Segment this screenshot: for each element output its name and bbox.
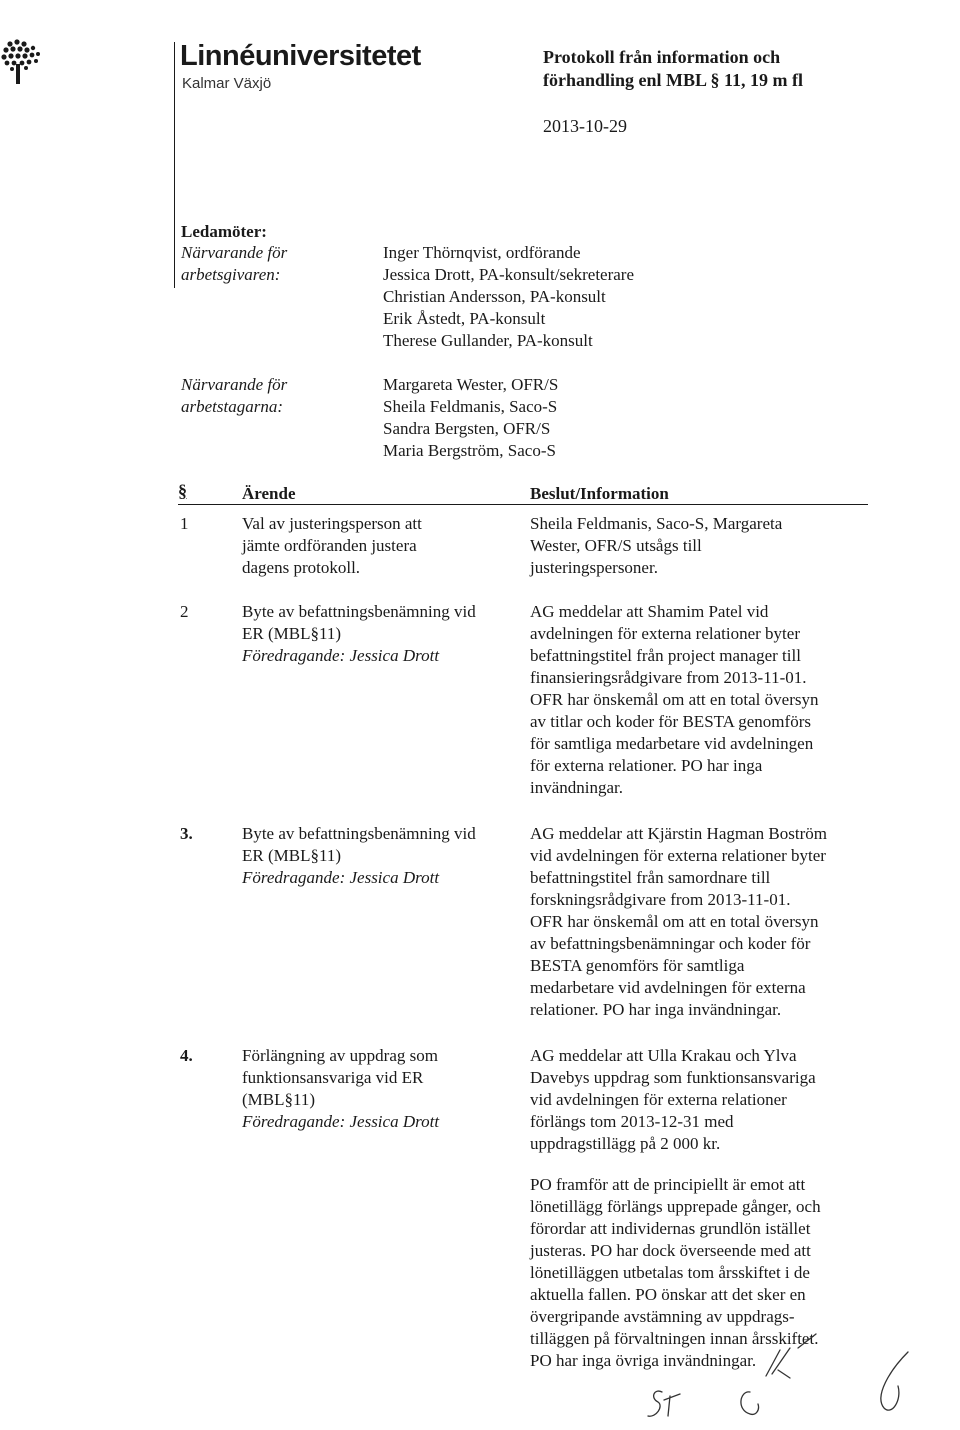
handwritten-initials-signature [640, 1330, 940, 1430]
section-symbol: § [178, 481, 187, 501]
decision-line: AG meddelar att Kjärstin Hagman Boström [530, 824, 827, 843]
decision-line: för samtliga medarbetare vid avdelningen [530, 734, 814, 753]
decision-line: vid avdelningen för externa relationer byter [530, 846, 826, 865]
matter-line: Förlängning av uppdrag som [242, 1046, 438, 1065]
decision-line: lönetillägg förlängs upprepade gånger, och [530, 1197, 821, 1216]
matter-line: ER (MBL§11) [242, 624, 342, 643]
decision-line: uppdragstillägg på 2 000 kr. [530, 1134, 721, 1153]
decision-line: tilläggen på förvaltningen innan årsskiftet. [530, 1329, 819, 1348]
decision-line: forskningsrådgivare from 2013-11-01. [530, 890, 791, 909]
employer-label [181, 242, 287, 286]
item-decision [530, 1045, 816, 1155]
decision-line: OFR har önskemål om att en total översyn [530, 912, 819, 931]
decision-line: lönetilläggen utbetalas tom årsskiftet i de [530, 1263, 810, 1282]
matter-line: jämte ordföranden justera [242, 536, 417, 555]
employee-label-line-1: Närvarande för [181, 375, 288, 394]
employee-label-line-2: arbetstagarna: [181, 397, 283, 416]
item-matter [242, 601, 476, 667]
item-matter [242, 823, 476, 889]
doc-title-line-2: förhandling enl MBL § 11, 19 m fl [543, 70, 804, 90]
university-logo-icon [0, 38, 46, 88]
employer-name: Jessica Drott, PA-konsult/sekreterare [383, 265, 635, 284]
employee-name: Sandra Bergsten, OFR/S [383, 419, 551, 438]
item-number: 1 [180, 514, 189, 533]
decision-line: justeringspersoner. [530, 558, 658, 577]
item-decision [530, 513, 782, 579]
decision-line: AG meddelar att Ulla Krakau och Ylva [530, 1046, 797, 1065]
doc-date: 2013-10-29 [543, 116, 627, 136]
decision-line: OFR har önskemål om att en total översyn [530, 690, 819, 709]
decision-line: Sheila Feldmanis, Saco-S, Margareta [530, 514, 783, 533]
doc-title-line-1: Protokoll från information och [543, 47, 781, 67]
decision-line: av titlar och koder för BESTA genomförs [530, 712, 811, 731]
item-matter [242, 513, 422, 579]
matter-line: Val av justeringsperson att [242, 514, 422, 533]
decision-line: relationer. PO har inga invändningar. [530, 1000, 782, 1019]
employer-label-line-2: arbetsgivaren: [181, 265, 281, 284]
employee-names [383, 374, 558, 462]
employer-name: Therese Gullander, PA-konsult [383, 331, 593, 350]
decision-line: finansieringsrådgivare from 2013-11-01. [530, 668, 807, 687]
decision-line: justeras. PO har dock överseende med att [530, 1241, 811, 1260]
item-decision [530, 823, 827, 1021]
column-header-decision: Beslut/Information [530, 484, 669, 503]
decision-line: BESTA genomförs för samtliga [530, 956, 745, 975]
matter-line: Byte av befattningsbenämning vid [242, 824, 476, 843]
employee-label [181, 374, 287, 418]
decision-line: övergripande avstämning av uppdrags- [530, 1307, 795, 1326]
decision-line: avdelningen för externa relationer byter [530, 624, 800, 643]
decision-line: befattningstitel från samordnare till [530, 868, 771, 887]
item-decision [530, 601, 818, 799]
decision-line: PO har inga övriga invändningar. [530, 1351, 757, 1370]
presenter: Föredragande: Jessica Drott [242, 646, 440, 665]
decision-line: för externa relationer. PO har inga [530, 756, 763, 775]
header-vertical-rule [174, 42, 175, 288]
employer-name: Inger Thörnqvist, ordförande [383, 243, 581, 262]
presenter: Föredragande: Jessica Drott [242, 868, 440, 887]
employer-name: Christian Andersson, PA-konsult [383, 287, 606, 306]
employer-label-line-1: Närvarande för [181, 243, 288, 262]
employer-names [383, 242, 634, 352]
decision-line: befattningstitel från project manager till [530, 646, 801, 665]
decision-line: medarbetare vid avdelningen för externa [530, 978, 806, 997]
item-number: 4. [180, 1046, 193, 1065]
matter-line: Byte av befattningsbenämning vid [242, 602, 476, 621]
decision-line: förordar att individernas grundlön istället [530, 1219, 811, 1238]
table-header-rule [178, 504, 868, 505]
decision-line: invändningar. [530, 778, 624, 797]
presenter: Föredragande: Jessica Drott [242, 1112, 440, 1131]
matter-line: (MBL§11) [242, 1090, 316, 1109]
decision-line: vid avdelningen för externa relationer [530, 1090, 787, 1109]
org-subtitle: Kalmar Växjö [182, 75, 272, 92]
decision-line: PO framför att de principiellt är emot att [530, 1175, 806, 1194]
decision-line: AG meddelar att Shamim Patel vid [530, 602, 769, 621]
item-matter [242, 1045, 439, 1133]
org-name: Linnéuniversitetet [180, 40, 421, 72]
matter-line: ER (MBL§11) [242, 846, 342, 865]
column-header-matter: Ärende [242, 484, 296, 503]
decision-line: Davebys uppdrag som funktionsansvariga [530, 1068, 816, 1087]
employee-name: Maria Bergström, Saco-S [383, 441, 556, 460]
employee-name: Sheila Feldmanis, Saco-S [383, 397, 558, 416]
matter-line: dagens protokoll. [242, 558, 361, 577]
employee-name: Margareta Wester, OFR/S [383, 375, 559, 394]
decision-line: aktuella fallen. PO önskar att det sker en [530, 1285, 806, 1304]
employer-name: Erik Åstedt, PA-konsult [383, 309, 546, 328]
decision-line: av befattningsbenämningar och koder för [530, 934, 811, 953]
decision-line: Wester, OFR/S utsågs till [530, 536, 702, 555]
matter-line: funktionsansvariga vid ER [242, 1068, 424, 1087]
item-number: 3. [180, 824, 193, 843]
members-heading: Ledamöter: [181, 222, 267, 241]
decision-line: förlängs tom 2013-12-31 med [530, 1112, 734, 1131]
item-number: 2 [180, 602, 189, 621]
